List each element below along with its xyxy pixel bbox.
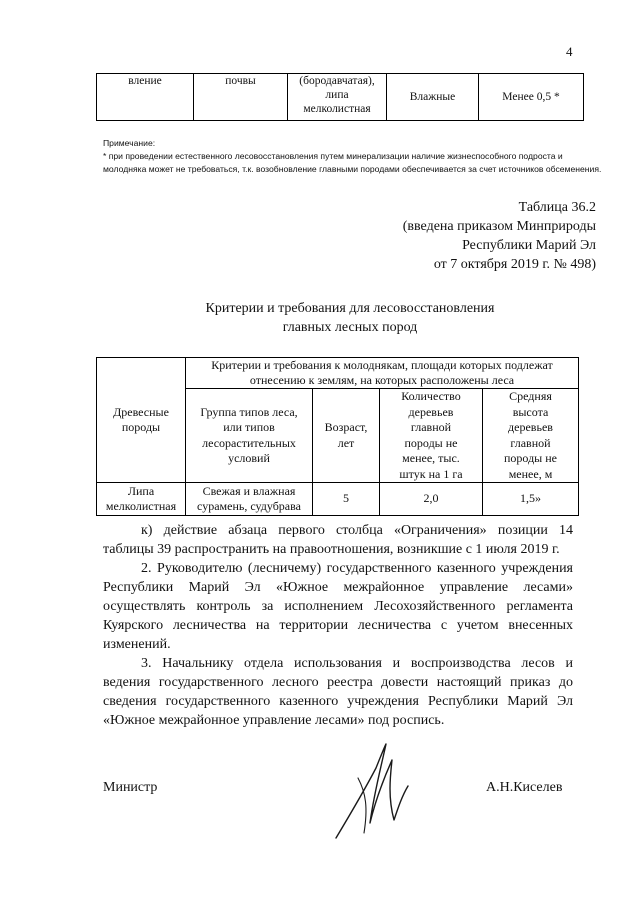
header-forest-type: Группа типов леса, или типов лесорастительных условий xyxy=(186,389,313,483)
table-cell: (бородавчатая), липа мелколистная xyxy=(288,74,387,121)
header-age: Возраст, лет xyxy=(313,389,380,483)
table-caption-line: Таблица 36.2 xyxy=(518,200,596,215)
section-title xyxy=(120,299,580,337)
cell-avg-height: 1,5» xyxy=(483,483,579,516)
header-species: Древесные породы xyxy=(97,358,186,483)
table-caption-line: (введена приказом Минприроды xyxy=(402,219,596,234)
handwritten-signature xyxy=(318,738,418,848)
table-cell: почвы xyxy=(194,74,288,121)
signer-name: А.Н.Киселев xyxy=(486,780,563,795)
section-title-line: главных лесных пород xyxy=(282,320,418,335)
cell-species: Липа мелколистная xyxy=(97,483,186,516)
cell-tree-count: 2,0 xyxy=(380,483,483,516)
footnote xyxy=(103,137,603,176)
continued-table-fragment xyxy=(96,73,584,121)
paragraph-k: к) действие абзаца первого столбца «Ограничения» позиции 14 таблицы 39 распространить на правоотношения, возникшие с 1 июля 2019 г. xyxy=(103,523,573,557)
table-cell: вление xyxy=(97,74,194,121)
paragraph-3: 3. Начальнику отдела использования и воспроизводства лесов и ведения государственного лесного реестра довести настоящий приказ до сведения государственного казенного учреждения Республики Марий Эл «Южное межрайонное управление лесами» под роспись. xyxy=(103,656,573,728)
header-criteria-group: Критерии и требования к молоднякам, площади которых подлежат отнесению к землям, на которых расположены леса xyxy=(186,358,579,389)
table-cell: Влажные xyxy=(387,74,479,121)
table-caption-line: от 7 октября 2019 г. № 498) xyxy=(433,257,596,272)
table-caption-line: Республики Марий Эл xyxy=(462,238,596,253)
footnote-title: Примечание: xyxy=(103,138,156,148)
table-cell: Менее 0,5 * xyxy=(479,74,584,121)
footnote-text: * при проведении естественного лесовосстановления путем минерализации наличие жизнеспособного подроста и молодняка может не требоваться, т.к. возобновление главными породами обеспечивается за счет источников обсеменения. xyxy=(103,151,602,174)
paragraph-2: 2. Руководителю (лесничему) государственного казенного учреждения Республики Марий Эл «Южное межрайонное управление лесами» осуществлять контроль за исполнением Лесохозяйственного регламента Куярского лесничества на территории лесничества с учетом внесенных изменений. xyxy=(103,561,573,652)
body-text xyxy=(103,521,573,730)
page-number: 4 xyxy=(566,44,573,59)
header-avg-height: Средняя высота деревьев главной породы не менее, м xyxy=(483,389,579,483)
cell-forest-type: Свежая и влажная сурамень, судубрава xyxy=(186,483,313,516)
signer-position: Министр xyxy=(103,780,158,795)
cell-age: 5 xyxy=(313,483,380,516)
criteria-table xyxy=(96,357,579,516)
table-caption xyxy=(366,198,596,274)
header-tree-count: Количество деревьев главной породы не менее, тыс. штук на 1 га xyxy=(380,389,483,483)
section-title-line: Критерии и требования для лесовосстановления xyxy=(205,301,495,316)
